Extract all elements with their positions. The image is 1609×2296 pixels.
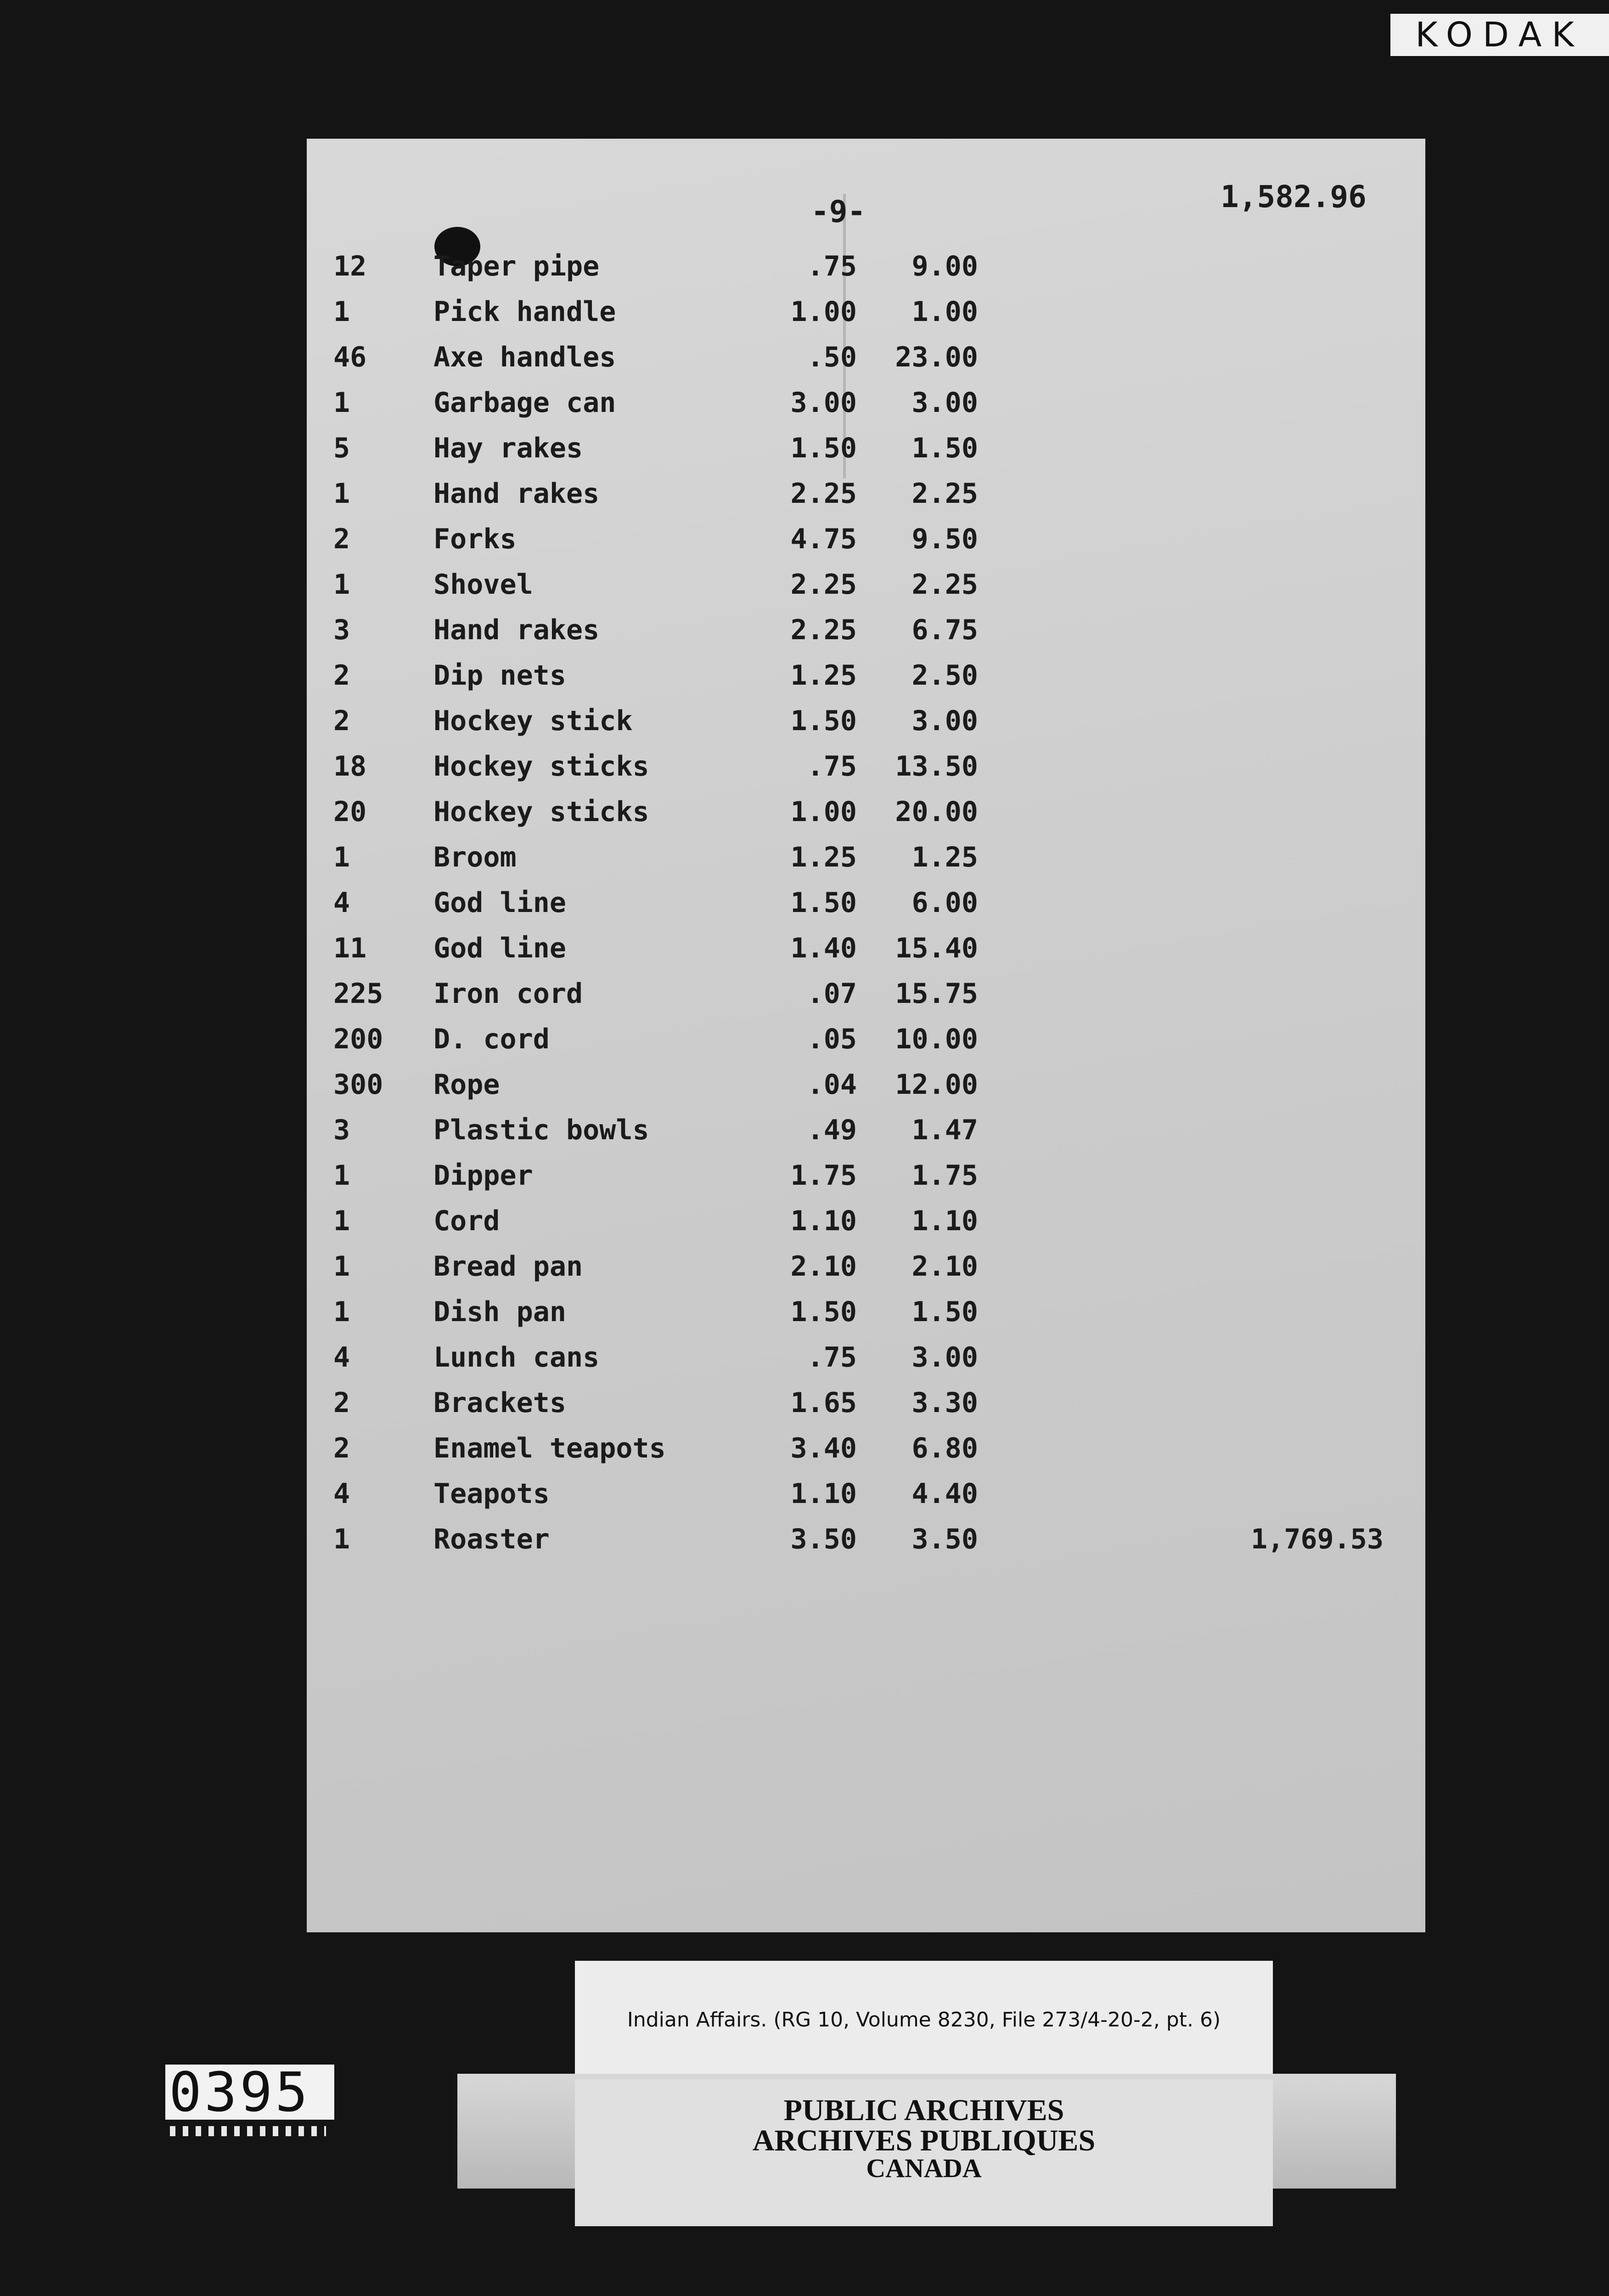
item-quantity: 46 xyxy=(333,341,367,373)
item-unit-price: .05 xyxy=(807,1023,857,1055)
item-amount: 1.50 xyxy=(911,432,978,464)
item-amount: 3.30 xyxy=(911,1387,978,1419)
item-description: Hockey sticks xyxy=(433,796,649,828)
item-amount: 2.25 xyxy=(911,478,978,510)
item-amount: 6.75 xyxy=(911,614,978,646)
item-quantity: 300 xyxy=(333,1069,383,1101)
frame-counter-ticks xyxy=(170,2126,326,2136)
item-row xyxy=(307,839,1425,876)
item-unit-price: 1.25 xyxy=(790,659,857,692)
item-quantity: 3 xyxy=(333,1114,350,1146)
item-row xyxy=(307,293,1425,330)
item-unit-price: 1.10 xyxy=(790,1205,857,1237)
item-unit-price: 2.10 xyxy=(790,1250,857,1283)
item-description: Hockey sticks xyxy=(433,750,649,782)
item-row xyxy=(307,612,1425,648)
item-amount: 15.75 xyxy=(895,978,978,1010)
item-quantity: 20 xyxy=(333,796,367,828)
item-quantity: 12 xyxy=(333,250,367,282)
item-amount: 15.40 xyxy=(895,932,978,964)
item-amount: 3.00 xyxy=(911,387,978,419)
item-amount: 3.50 xyxy=(911,1523,978,1555)
archive-stamp-line3: CANADA xyxy=(866,2153,982,2183)
item-amount: 1.00 xyxy=(911,296,978,328)
item-row xyxy=(307,793,1425,830)
item-row xyxy=(307,1066,1425,1103)
item-quantity: 2 xyxy=(333,523,350,555)
item-unit-price: .75 xyxy=(807,750,857,782)
item-quantity: 4 xyxy=(333,1341,350,1373)
item-description: Brackets xyxy=(433,1387,566,1419)
item-row xyxy=(307,1339,1425,1376)
item-row xyxy=(307,1248,1425,1285)
item-row xyxy=(307,657,1425,694)
grand-total: 1,769.53 xyxy=(1251,1523,1384,1555)
item-amount: 6.00 xyxy=(911,887,978,919)
item-row xyxy=(307,975,1425,1012)
item-description: Shovel xyxy=(433,568,533,601)
item-quantity: 18 xyxy=(333,750,367,782)
item-quantity: 225 xyxy=(333,978,383,1010)
item-row xyxy=(307,339,1425,376)
item-description: Roaster xyxy=(433,1523,550,1555)
item-unit-price: .50 xyxy=(807,341,857,373)
item-quantity: 3 xyxy=(333,614,350,646)
item-amount: 20.00 xyxy=(895,796,978,828)
item-unit-price: 3.40 xyxy=(790,1432,857,1464)
item-amount: 4.40 xyxy=(911,1478,978,1510)
item-quantity: 1 xyxy=(333,841,350,873)
document-page xyxy=(307,139,1425,1932)
item-row xyxy=(307,1430,1425,1467)
item-row xyxy=(307,248,1425,285)
item-amount: 2.25 xyxy=(911,568,978,601)
item-quantity: 2 xyxy=(333,1432,350,1464)
item-quantity: 1 xyxy=(333,1205,350,1237)
item-description: Hockey stick xyxy=(433,705,633,737)
item-quantity: 5 xyxy=(333,432,350,464)
item-quantity: 2 xyxy=(333,705,350,737)
item-quantity: 1 xyxy=(333,1296,350,1328)
item-description: Rope xyxy=(433,1069,500,1101)
item-quantity: 4 xyxy=(333,1478,350,1510)
item-unit-price: 1.65 xyxy=(790,1387,857,1419)
item-row xyxy=(307,930,1425,967)
item-quantity: 1 xyxy=(333,296,350,328)
item-quantity: 11 xyxy=(333,932,367,964)
item-description: Hay rakes xyxy=(433,432,583,464)
item-unit-price: .04 xyxy=(807,1069,857,1101)
item-unit-price: 1.10 xyxy=(790,1478,857,1510)
item-amount: 1.25 xyxy=(911,841,978,873)
item-description: Cord xyxy=(433,1205,500,1237)
item-description: Axe handles xyxy=(433,341,616,373)
item-row xyxy=(307,1021,1425,1058)
item-unit-price: 2.25 xyxy=(790,614,857,646)
item-row xyxy=(307,1521,1425,1558)
item-amount: 6.80 xyxy=(911,1432,978,1464)
item-row xyxy=(307,521,1425,557)
item-unit-price: 1.00 xyxy=(790,796,857,828)
item-description: Lunch cans xyxy=(433,1341,600,1373)
item-description: Pick handle xyxy=(433,296,616,328)
item-row xyxy=(307,748,1425,785)
item-row xyxy=(307,1294,1425,1330)
archive-caption: Indian Affairs. (RG 10, Volume 8230, File 273/4-20-2, pt. 6) xyxy=(575,1961,1273,2079)
item-quantity: 1 xyxy=(333,387,350,419)
item-description: Iron cord xyxy=(433,978,583,1010)
item-description: Broom xyxy=(433,841,517,873)
item-unit-price: 1.50 xyxy=(790,705,857,737)
item-unit-price: 1.25 xyxy=(790,841,857,873)
item-amount: 2.50 xyxy=(911,659,978,692)
item-unit-price: 1.50 xyxy=(790,1296,857,1328)
item-row xyxy=(307,384,1425,421)
item-unit-price: .75 xyxy=(807,1341,857,1373)
item-row xyxy=(307,1203,1425,1239)
item-quantity: 1 xyxy=(333,478,350,510)
item-quantity: 2 xyxy=(333,1387,350,1419)
item-unit-price: 3.50 xyxy=(790,1523,857,1555)
archive-stamp-line2: ARCHIVES PUBLIQUES xyxy=(752,2124,1096,2157)
archive-stamp-line1: PUBLIC ARCHIVES xyxy=(783,2093,1064,2127)
carried-forward-total: 1,582.96 xyxy=(1221,179,1367,214)
item-quantity: 1 xyxy=(333,1250,350,1283)
item-description: Dish pan xyxy=(433,1296,566,1328)
item-quantity: 1 xyxy=(333,1159,350,1192)
item-description: God line xyxy=(433,932,566,964)
item-quantity: 1 xyxy=(333,1523,350,1555)
item-row xyxy=(307,475,1425,512)
item-amount: 12.00 xyxy=(895,1069,978,1101)
item-description: Bread pan xyxy=(433,1250,583,1283)
item-unit-price: 2.25 xyxy=(790,478,857,510)
item-row xyxy=(307,1112,1425,1148)
item-amount: 9.50 xyxy=(911,523,978,555)
archive-stamp xyxy=(575,2079,1273,2226)
item-amount: 1.75 xyxy=(911,1159,978,1192)
item-row xyxy=(307,1475,1425,1512)
item-row xyxy=(307,1157,1425,1194)
item-description: God line xyxy=(433,887,566,919)
item-amount: 3.00 xyxy=(911,1341,978,1373)
item-unit-price: .49 xyxy=(807,1114,857,1146)
item-description: Taper pipe xyxy=(433,250,600,282)
item-unit-price: 1.40 xyxy=(790,932,857,964)
item-description: Hand rakes xyxy=(433,478,600,510)
item-row xyxy=(307,703,1425,739)
kodak-film-marker: KODAK xyxy=(1390,14,1609,56)
item-description: Forks xyxy=(433,523,517,555)
item-description: Garbage can xyxy=(433,387,616,419)
item-row xyxy=(307,1384,1425,1421)
item-row xyxy=(307,884,1425,921)
item-unit-price: 1.00 xyxy=(790,296,857,328)
item-amount: 10.00 xyxy=(895,1023,978,1055)
item-quantity: 1 xyxy=(333,568,350,601)
item-quantity: 4 xyxy=(333,887,350,919)
item-unit-price: 1.50 xyxy=(790,887,857,919)
item-quantity: 200 xyxy=(333,1023,383,1055)
item-description: Teapots xyxy=(433,1478,550,1510)
item-description: Enamel teapots xyxy=(433,1432,666,1464)
item-amount: 1.50 xyxy=(911,1296,978,1328)
item-unit-price: 1.50 xyxy=(790,432,857,464)
item-description: Hand rakes xyxy=(433,614,600,646)
page-number: -9- xyxy=(811,194,866,229)
item-amount: 1.47 xyxy=(911,1114,978,1146)
item-row xyxy=(307,430,1425,467)
item-description: Dip nets xyxy=(433,659,566,692)
item-amount: 3.00 xyxy=(911,705,978,737)
item-unit-price: 2.25 xyxy=(790,568,857,601)
item-unit-price: .07 xyxy=(807,978,857,1010)
item-description: Dipper xyxy=(433,1159,533,1192)
item-unit-price: 1.75 xyxy=(790,1159,857,1192)
item-amount: 1.10 xyxy=(911,1205,978,1237)
item-amount: 2.10 xyxy=(911,1250,978,1283)
item-amount: 23.00 xyxy=(895,341,978,373)
item-unit-price: 4.75 xyxy=(790,523,857,555)
item-unit-price: 3.00 xyxy=(790,387,857,419)
item-description: D. cord xyxy=(433,1023,550,1055)
item-amount: 9.00 xyxy=(911,250,978,282)
frame-counter: 0395 xyxy=(165,2065,334,2120)
item-unit-price: .75 xyxy=(807,250,857,282)
item-amount: 13.50 xyxy=(895,750,978,782)
item-row xyxy=(307,566,1425,603)
item-description: Plastic bowls xyxy=(433,1114,649,1146)
item-quantity: 2 xyxy=(333,659,350,692)
